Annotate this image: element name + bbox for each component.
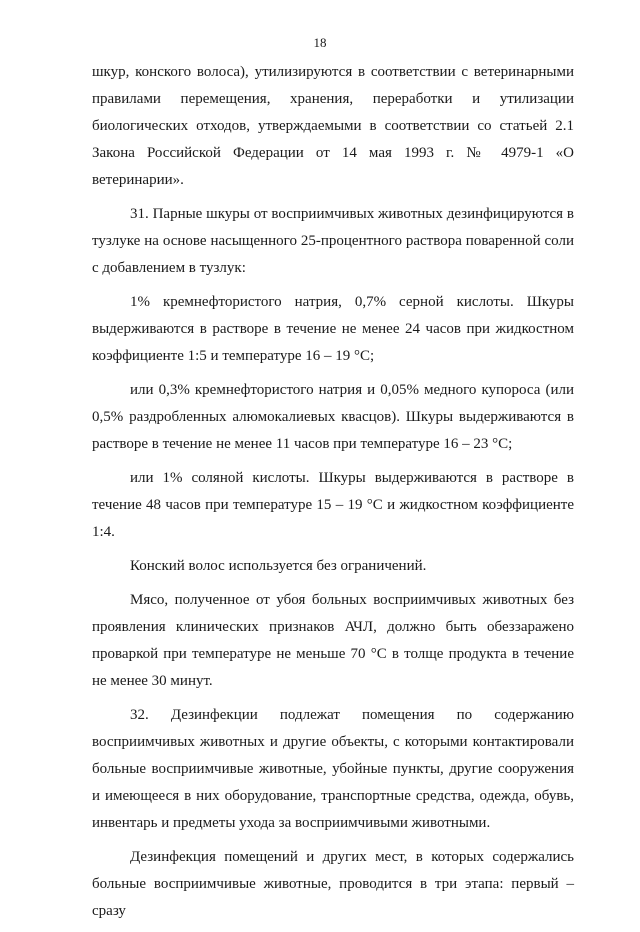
paragraph-disinfection-stages: Дезинфекция помещений и других мест, в которых содержались больные восприимчивые животные, проводится в три этапа: первый – сразу (92, 849, 574, 919)
paragraph-item-31: 31. Парные шкуры от восприимчивых животных дезинфицируются в тузлуке на основе насыщенного 25-процентного раствора поваренной соли с добавлением в тузлук: (92, 206, 574, 276)
document-body (92, 59, 574, 932)
paragraph-option-3: или 1% соляной кислоты. Шкуры выдерживаются в растворе в течение 48 часов при температуре 15 – 19 °C и жидкостном коэффициенте 1:4. (92, 470, 574, 540)
paragraph-item-32: 32. Дезинфекции подлежат помещения по содержанию восприимчивых животных и другие объекты, с которыми контактировали больные восприимчивые животные, убойные пункты, другие сооружения и имеющееся в них оборудование, транспортные средства, одежда, обувь, инвентарь и предметы ухода за восприимчивыми животными. (92, 707, 574, 831)
paragraph-continuation: шкур, конского волоса), утилизируются в соответствии с ветеринарными правилами перемещения, хранения, переработки и утилизации биологических отходов, утверждаемыми в соответствии со статьей 2.1 Закона Российской Федерации от 14 мая 1993 г. № 4979-1 «О ветеринарии». (92, 64, 574, 188)
paragraph-meat: Мясо, полученное от убоя больных восприимчивых животных без проявления клинических признаков АЧЛ, должно быть обеззаражено проваркой при температуре не меньше 70 °C в толще продукта в течение не менее 30 минут. (92, 592, 574, 689)
paragraph-option-2: или 0,3% кремнефтористого натрия и 0,05% медного купороса (или 0,5% раздробленных алюмокалиевых квасцов). Шкуры выдерживаются в растворе в течение не менее 11 часов при температуре 16 – 23 °C; (92, 382, 574, 452)
paragraph-option-1: 1% кремнефтористого натрия, 0,7% серной кислоты. Шкуры выдерживаются в растворе в течение не менее 24 часов при жидкостном коэффициенте 1:5 и температуре 16 – 19 °C; (92, 294, 574, 364)
page-number: 18 (313, 35, 327, 50)
paragraph-horsehair: Конский волос используется без ограничений. (130, 558, 427, 574)
